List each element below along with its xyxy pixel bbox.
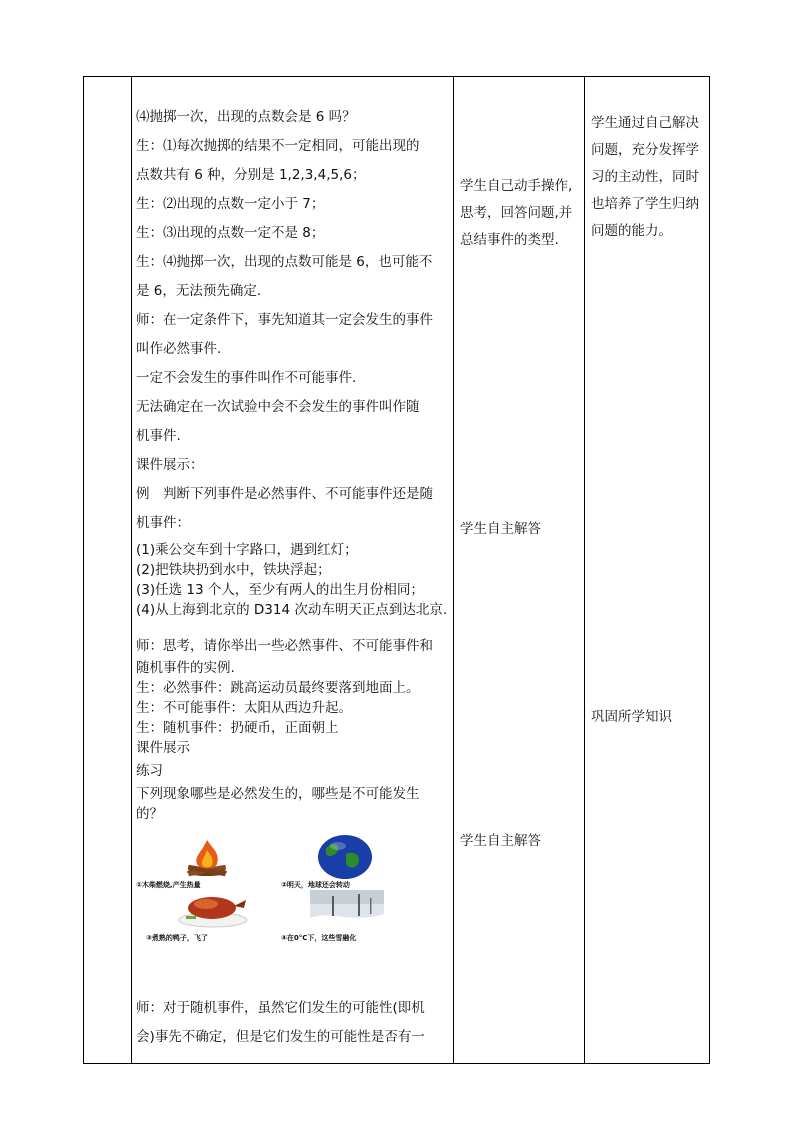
teacher-summary [136,994,447,1052]
text-line: 习的主动性，同时 [591,169,699,185]
design-intent-column [585,77,711,1063]
dice-discussion [136,103,447,538]
text-line: 生：不可能事件：太阳从西边升起。 [136,700,352,716]
teacher-prompt [136,634,447,678]
earth-image [316,834,374,880]
figure-caption: ①木柴燃烧,产生热量 [136,881,201,889]
figure-caption: ②明天，地球还会转动 [281,881,350,889]
student-activity-block: 学生自主解答 [460,833,541,849]
text-line: 一定不会发生的事件叫作不可能事件. [136,370,357,386]
text-line: 生：随机事件：扔硬币，正面朝上 [136,720,339,736]
text-line: 例 判断下列事件是必然事件、不可能事件还是随 [136,486,433,502]
text-line: 无法确定在一次试验中会不会发生的事件叫作随 [136,399,420,415]
snow-image [310,890,384,934]
text-line: 是 6，无法预先确定. [136,283,262,299]
text-line: 问题，充分发挥学 [591,142,699,158]
example-list [136,540,447,620]
text-line: 生：⑵出现的点数一定小于 7； [136,196,325,212]
student-answers [136,678,447,758]
example-item: (3)任选 13 个人，至少有两人的出生月份相同； [136,582,424,598]
text-line: 生：⑷抛掷一次，出现的点数可能是 6，也可能不 [136,254,433,270]
text-line: 生：必然事件：跳高运动员最终要落到地面上。 [136,680,420,696]
text-line: 生：⑴每次抛掷的结果不一定相同，可能出现的 [136,138,420,154]
text-line: 机事件： [136,515,190,531]
text-line: ⑷抛掷一次，出现的点数会是 6 吗？ [136,109,356,125]
duck-image [176,890,250,928]
text-line: 生：⑶出现的点数一定不是 8； [136,225,325,241]
fire-image [184,838,230,878]
figure-caption: ③煮熟的鸭子，飞了 [146,934,208,942]
text-line: 的？ [136,806,163,822]
text-line: 总结事件的类型. [460,232,559,248]
text-line: 叫作必然事件. [136,341,222,357]
text-line: 下列现象哪些是必然发生的，哪些是不可能发生 [136,786,420,802]
text-line: 会)事先不确定，但是它们发生的可能性是否有一 [136,1029,425,1045]
text-line: 学生自己动手操作, [460,178,573,194]
text-line: 师：在一定条件下，事先知道其一定会发生的事件 [136,312,433,328]
text-line: 机事件. [136,428,181,444]
design-intent-block: 巩固所学知识 [591,709,672,725]
text-line: 学生通过自己解决 [591,115,699,131]
exercise [136,758,447,824]
text-line: 也培养了学生归纳 [591,196,699,212]
teaching-content-column [132,77,453,1063]
design-intent-block [591,110,709,245]
text-line: 问题的能力。 [591,223,672,239]
text-line: 师：对于随机事件，虽然它们发生的可能性(即机 [136,1000,425,1016]
lesson-table [83,76,710,1064]
example-item: (2)把铁块扔到水中，铁块浮起； [136,562,331,578]
student-activity-column [454,77,584,1063]
student-activity-block [460,173,578,254]
text-line: 练习 [136,763,163,779]
text-line: 课件展示： [136,457,204,473]
exercise-figures [136,832,447,982]
example-item: (4)从上海到北京的 D314 次动车明天正点到达北京. [136,602,448,618]
text-line: 随机事件的实例. [136,660,235,676]
text-line: 师：思考，请你举出一些必然事件、不可能事件和 [136,638,433,654]
example-item: (1)乘公交车到十字路口，遇到红灯； [136,542,358,558]
text-line: 点数共有 6 种，分别是 1,2,3,4,5,6； [136,167,366,183]
text-line: 思考，回答问题,并 [460,205,573,221]
text-line: 课件展示 [136,740,190,756]
figure-caption: ④在0°C下，这些雪融化 [281,934,357,942]
student-activity-block: 学生自主解答 [460,521,541,537]
